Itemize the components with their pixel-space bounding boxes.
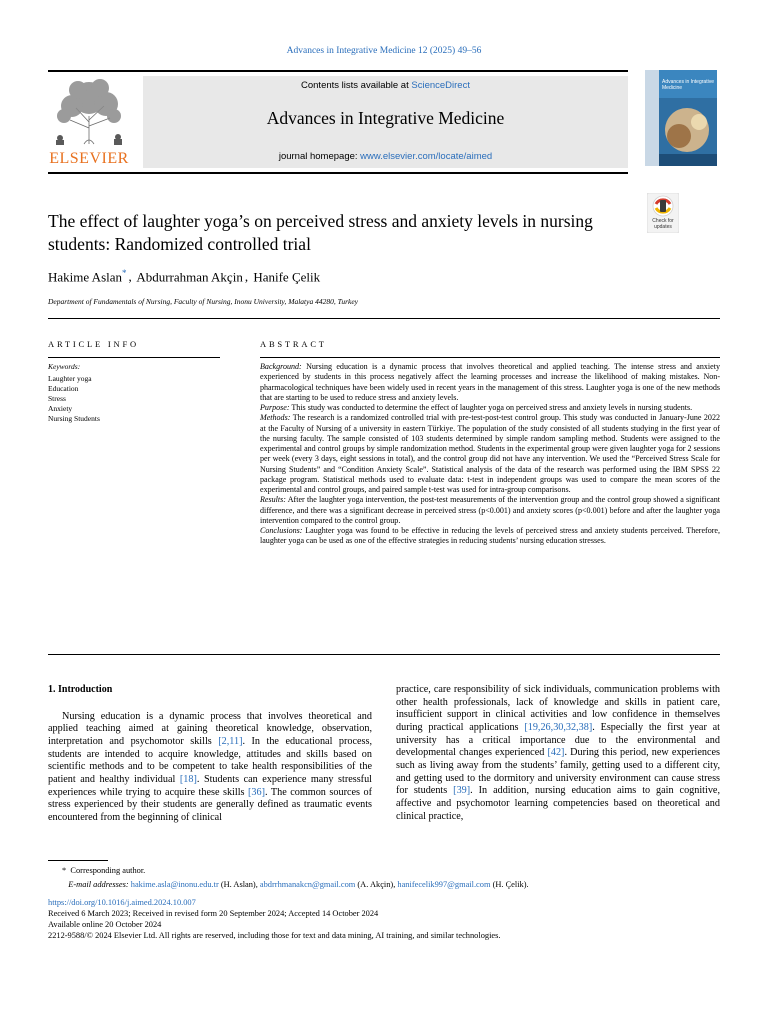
citation-link[interactable]: [2,11] [218,735,243,747]
author-name[interactable]: Hanife Çelik [253,269,321,285]
citation-link[interactable]: [42] [547,747,565,759]
keyword-item: Laughter yoga [48,374,92,383]
homepage-line [143,151,628,162]
author-name[interactable]: Hakime Aslan [48,269,123,285]
abstract-label: Conclusions: [260,526,303,535]
abstract-section-purpose [260,403,720,413]
publication-details [48,897,500,941]
abstract-section-conclusions [260,526,720,547]
keywords-label: Keywords: [48,362,81,371]
email-link[interactable]: hakime.asla@inonu.edu.tr [130,879,219,889]
author-separator: , [244,269,249,285]
abstract-label: Purpose: [260,403,290,412]
contents-line [143,80,628,91]
email-owner: (H. Aslan) [220,879,256,889]
article-info-heading: ARTICLE INFO [48,339,139,349]
author-affiliation: Department of Fundamentals of Nursing, Faculty of Nursing, Inonu University, Malatya 44280, Turkey [48,297,358,306]
title-section-rule [48,318,720,319]
footnote-rule [48,860,108,861]
corresponding-author-note [48,864,529,878]
abstract-rule [260,357,720,358]
body-text: . Especially the first year at university has a critical importance due to the environmental and developmental changes experienced [396,721,721,759]
keyword-item: Anxiety [48,404,73,413]
check-updates-label: Check for updates [652,218,674,230]
abstract-label: Methods: [260,413,291,423]
author-name[interactable]: Abdurrahman Akçin [136,269,243,285]
homepage-label: journal homepage: [278,151,361,162]
citation-link[interactable]: [18] [179,773,197,785]
body-text: practice, care responsibility of sick individuals, communication problems with other health professionals, lack of knowledge and skills in patient care, insufficient support in clinical activities and low confidence in themselves during practical applications [396,684,720,733]
cover-title: Advances in Integrative Medicine [662,79,714,91]
abstract-label: Results: [260,495,286,505]
keyword-list [48,374,100,424]
email-link[interactable]: hanifecelik997@gmail.com [397,879,491,889]
body-paragraph [396,684,720,823]
email-owner: (A. Akçin) [357,879,394,889]
body-column-right [396,684,720,823]
abstract-section-background [260,362,720,403]
body-text: . In addition, nursing education aims to gain cognitive, affective and psychomotor learning competencies based on theoretical and clinical practice, [396,785,720,822]
citation-link[interactable]: [39] [453,785,471,797]
contents-prefix: Contents lists available at [301,80,412,91]
email-label: E-mail addresses: [68,879,129,889]
journal-title: Advances in Integrative Medicine [266,108,505,128]
check-for-updates-button[interactable] [647,193,679,233]
publisher-name: ELSEVIER [49,150,129,167]
abstract-text: Nursing education is a dynamic process that involves theoretical and applied teaching. The intense stress and anxiety experienced by students in this process negatively affect the learning processes and increase the likelihood of making mistakes. Non-pharmacological techniques have been widely used in recent years in the management of this stress. Laughter yoga is one of the new methods that are starting to be used to reduce stress and anxiety levels. [260,362,720,402]
citation-link[interactable]: [19,26,30,32,38] [524,721,593,733]
body-text: . In the educational process, students are intended to acquire knowledge, attitudes and skills based on scientific methods and to be competent to take health responsibilities of the patient and healthy individual [48,735,372,785]
abstract-body [260,362,720,547]
masthead-top-rule [48,70,628,72]
keyword-item: Education [48,384,79,393]
journal-homepage-link[interactable]: www.elsevier.com/locate/aimed [360,151,493,162]
email-link[interactable]: abdrrhmanakcn@gmail.com [259,879,356,889]
abstract-text: After the laughter yoga intervention, the post-test measurements of the intervention group and the control group showed a significant difference, and there was a significant decrease in perceived stress (p<0.001) and anxiety scores (p<0.001) before and after the laughter yoga intervention compared to the control group. [260,495,720,525]
footnote-marker: * [62,866,67,875]
body-text: Nursing education is a dynamic process that involves theoretical and applied teaching aimed at gaining theoretical knowledge, observation, interpretation and psychomotor skills [48,710,372,747]
email-owner: (H. Çelik) [492,879,527,889]
journal-cover-image [645,70,717,166]
body-text: . Students can experience many stressful experiences while trying to acquire these skills [48,773,373,798]
available-online-date: Available online 20 October 2024 [48,920,162,929]
footnote [48,864,529,891]
abstract-text: This study was conducted to determine the effect of laughter yoga on perceived stress and anxiety levels in nursing students. [291,403,693,412]
abstract-text: Laughter yoga was found to be effective in reducing the levels of perceived stress and anxiety students perceived. Therefore, laughter yoga can be used as one of the effective strategies in reducing students’ nursing education stresses. [260,526,721,546]
copyright-notice: 2212-9588/© 2024 Elsevier Ltd. All rights are reserved, including those for text and data mining, AI training, and similar technologies. [48,931,501,940]
journal-reference-link[interactable]: Advances in Integrative Medicine 12 (2025) 49–56 [286,46,482,56]
doi-link[interactable]: https://doi.org/10.1016/j.aimed.2024.10.007 [48,898,196,907]
masthead-bottom-rule [48,172,628,174]
keyword-item: Nursing Students [48,414,100,423]
author-list [48,268,320,285]
abstract-label: Background: [260,362,302,371]
corresponding-author-marker[interactable]: * [122,268,127,278]
abstract-section-results [260,495,720,526]
body-paragraph [48,711,372,825]
body-text: . The common sources of stress experienced by their students are generally defined as traumatic events encountered from the beginning of clinical [48,786,372,823]
abstract-heading: ABSTRACT [260,339,327,349]
abstract-section-methods [260,413,720,495]
article-info-rule [48,357,220,358]
sciencedirect-link[interactable]: ScienceDirect [411,80,470,91]
body-text: . During this period, new experiences such as living away from the students’ family, getting used to a different city, and getting used to the dormitory and university environment can cause stress for students [396,747,720,797]
received-dates: Received 6 March 2023; Received in revised form 20 September 2024; Accepted 14 October 2024 [48,909,379,918]
abstract-text: The research is a randomized controlled trial with pre-test-post-test control group. This study was conducted in January-June 2022 at the Faculty of Nursing of a university in eastern Türkiye. The population of the study consisted of all students studying in the first year of the nursing faculty. The sample consisted of 103 students determined by simple random sampling method. Students were assigned to the experimental and control groups by simple randomization method. Students in the experimental group were given laughter yoga for 2 sessions per week (every 3 days, eight sessions in total), and the control group did not have any intervention. We used the “Perceived Stress Scale for Nursing Students” and “Condition Anxiety Scale”. Statistical analysis of the data of the research was performed using the IBM SPSS 22 package program. Statistical methods used to evaluate data: t-test in independent groups was used to compare the mean scores of the experimental and control groups, and paired sample t-test was used for intra-group comparisons. [260,413,720,494]
article-title: The effect of laughter yoga’s on perceived stress and anxiety levels in nursing students: Randomized controlled trial [48,211,593,254]
section-heading-introduction: 1. Introduction [48,684,113,695]
body-column-left [48,684,372,825]
keyword-item: Stress [48,394,66,403]
abstract-bottom-rule [48,654,720,655]
email-addresses-line: E-mail addresses: hakime.asla@inonu.edu.tr (H. Aslan), abdrrhmanakcn@gmail.com (A. Akçin), hanifecelik997@gmail.com (H. Çelik). [68,879,529,889]
corresponding-author-label: Corresponding author. [70,866,146,875]
author-separator: , [128,269,132,285]
citation-link[interactable]: [36] [248,786,266,798]
